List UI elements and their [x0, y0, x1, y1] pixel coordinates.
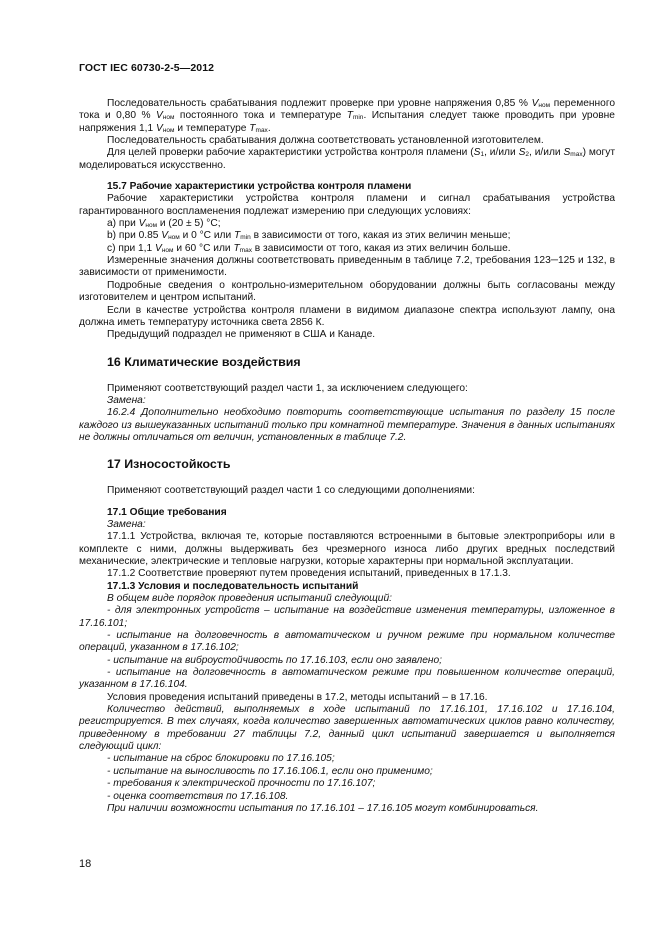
subsection-heading-15-7: 15.7 Рабочие характеристики устройства контроля пламени [107, 181, 412, 193]
paragraph: Количество действий, выполняемых в ходе испытаний по 17.16.101, 17.16.102 и 17.16.104, регистрируется. В тех случаях, когда количество завершенных автоматических циклов равно количеству, приведенному в требовании 27 таблицы 7.2, данный цикл испытаний завершается и выполняется следующий цикл: [79, 704, 615, 753]
paragraph: 17.1.1 Устройства, включая те, которые поставляются встроенными в бытовые электроприборы или в комплекте с ними, должны выдерживать без чрезмерного износа либо других вредных последствий механические, электрические и тепловые нагрузки, которые характерны при нормальной эксплуатации. [79, 531, 615, 567]
list-item: - испытание на выносливость по 17.16.106.1, если оно применимо; [107, 765, 433, 777]
paragraph: Рабочие характеристики устройства контроля пламени и сигнал срабатывания устройства гарантированного воспламенения подлежат измерению при следующих условиях: [79, 193, 615, 217]
paragraph: Если в качестве устройства контроля пламени в видимом диапазоне спектра используют лампу, она должна иметь температуру источника света 2856 К. [79, 304, 615, 328]
document-header: ГОСТ IEC 60730-2-5—2012 [79, 62, 215, 74]
list-item: - требования к электрической прочности по 17.16.107; [107, 778, 376, 790]
page-number: 18 [79, 858, 92, 870]
paragraph: 17.1.2 Соответствие проверяют путем проведения испытаний, приведенных в 17.1.3. [107, 568, 511, 580]
subsection-heading-17-1: 17.1 Общие требования [107, 506, 227, 518]
list-item: - для электронных устройств – испытание на воздействие изменения температуры, изложенное в 17.16.101; [79, 605, 615, 629]
list-item: - испытание на долговечность в автоматическом режиме при повышенном количестве операций, указанном в 17.16.104. [79, 667, 615, 691]
paragraph: Для целей проверки рабочие характеристики устройства контроля пламени ($S_1$, и/или $S_2$, и/или $S_{max}$) могут моделироваться искусственно. [79, 147, 616, 171]
paragraph: Измеренные значения должны соответствовать приведенным в таблице 7.2, требования 123─125 и 132, в зависимости от применимости. [79, 255, 615, 279]
paragraph: В общем виде порядок проведения испытаний следующий: [107, 593, 392, 604]
paragraph: 16.2.4 Дополнительно необходимо повторить соответствующие испытания по разделу 15 после каждого из вышеуказанных испытаний только при комнатной температуре. Значения в данных испытаниях не должны отличаться от величин, установленных в таблице 7.2. [79, 407, 615, 443]
replacement-label: Замена: [107, 518, 146, 530]
paragraph: Условия проведения испытаний приведены в 17.2, методы испытаний – в 17.16. [107, 691, 488, 703]
paragraph: Применяют соответствующий раздел части 1, за исключением следующего: [107, 382, 468, 394]
paragraph: При наличии возможности испытания по 17.16.101 – 17.16.105 могут комбинироваться. [107, 802, 539, 814]
paragraph: Предыдущий подраздел не применяют в США и Канаде. [107, 329, 376, 341]
list-item: c) при 1,1 $V_{ном}$ и 60 °С или $T_{max}$ в зависимости от того, какая из этих величин больше. [107, 242, 511, 254]
page-content [79, 98, 615, 815]
list-item: a) при $V_{ном}$ и (20 ± 5) °С; [107, 218, 221, 230]
list-item: - испытание на сброс блокировки по 17.16.105; [107, 753, 335, 765]
paragraph: Применяют соответствующий раздел части 1 со следующими дополнениями: [107, 485, 475, 497]
paragraph: Подробные сведения о контрольно-измерительном оборудовании должны быть согласованы между изготовителем и центром испытаний. [79, 279, 615, 304]
list-item: - испытание на долговечность в автоматическом и ручном режиме при нормальном количестве операций, указанном в 17.16.102; [79, 630, 615, 654]
replacement-label: Замена: [107, 394, 146, 406]
section-heading-16: 16 Климатические воздействия [107, 354, 301, 369]
list-item: - оценка соответствия по 17.16.108. [107, 790, 289, 802]
subsection-heading-17-1-3: 17.1.3 Условия и последовательность испытаний [107, 580, 359, 592]
section-heading-17: 17 Износостойкость [107, 457, 231, 472]
paragraph: Последовательность срабатывания подлежит проверке при уровне напряжения 0,85 % $V_{ном}$ переменного тока и 0,80 % $V_{ном}$ постоянного тока и температуре $T_{min}$. Испытания следует также проводить при уровне напряжения 1,1 $V_{ном}$ и температуре $T_{max}$. [79, 98, 615, 134]
paragraph: Последовательность срабатывания должна соответствовать установленной изготовителем. [107, 135, 544, 147]
list-item: - испытание на виброустойчивость по 17.16.103, если оно заявлено; [107, 654, 443, 666]
list-item: b) при 0.85 $V_{ном}$ и 0 °С или $T_{min}$ в зависимости от того, какая из этих величин меньше; [107, 230, 511, 242]
